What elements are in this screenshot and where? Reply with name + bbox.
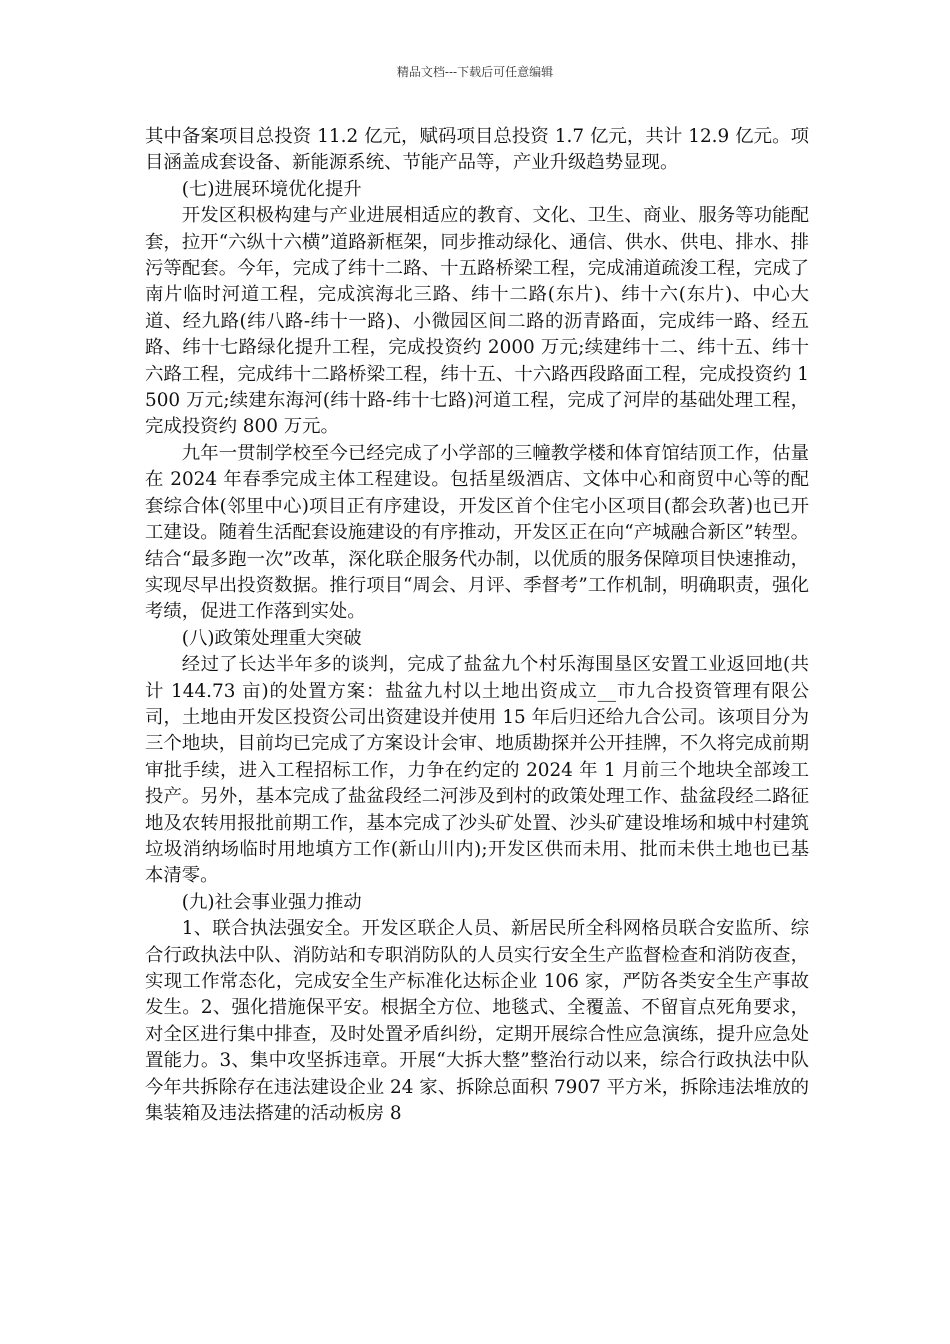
- page-header: 精品文档---下载后可任意编辑: [396, 65, 554, 79]
- section-heading-8: (八)政策处理重大突破: [181, 627, 362, 649]
- paragraph-environment: 开发区积极构建与产业进展相适应的教育、文化、卫生、商业、服务等功能配套，拉开“六纵十六横”道路新框架，同步推动绿化、通信、供水、供电、排水、排污等配套。今年，完成了纬十二路、十五路桥梁工程，完成浦道疏浚工程，完成了南片临时河道工程，完成滨海北三路、纬十二路(东片)、纬十六(东片)、中心大道、经九路(纬八路-纬十一路)、小微园区间二路的沥青路面，完成纬一路、经五路、纬十七路绿化提升工程，完成投资约 2000 万元;续建纬十二、纬十五、纬十六路工程，完成纬十二路桥梁工程，纬十五、十六路西段路面工程，完成投资约 1500 万元;续建东海河(纬十路-纬十七路)河道工程，完成了河岸的基础处理工程，完成投资约 800 万元。: [145, 205, 809, 438]
- paragraph-continued: 其中备案项目总投资 11.2 亿元，赋码项目总投资 1.7 亿元，共计 12.9 亿元。项目涵盖成套设备、新能源系统、节能产品等，产业升级趋势显现。: [145, 126, 809, 174]
- section-heading-9: (九)社会事业强力推动: [181, 891, 362, 913]
- paragraph-policy: 经过了长达半年多的谈判，完成了盐盆九个村乐海围垦区安置工业返回地(共计 144.73 亩)的处置方案：盐盆九村以土地出资成立__市九合投资管理有限公司，土地由开发区投资公司出资建设并使用 15 年后归还给九合公司。该项目分为三个地块，目前均已完成了方案设计会审、地质勘探并公开挂牌，不久将完成前期审批手续，进入工程招标工作，力争在约定的 2024 年 1 月前三个地块全部竣工投产。另外，基本完成了盐盆段经二河涉及到村的政策处理工作、盐盆段经二路征地及农转用报批前期工作，基本完成了沙头矿处置、沙头矿建设堆场和城中村建筑垃圾消纳场临时用地填方工作(新山川内);开发区供而未用、批而未供土地也已基本清零。: [145, 654, 809, 887]
- document-body: [145, 124, 809, 1127]
- section-heading-7: (七)进展环境优化提升: [181, 178, 362, 200]
- paragraph-school: 九年一贯制学校至今已经完成了小学部的三幢教学楼和体育馆结顶工作，估量在 2024 年春季完成主体工程建设。包括星级酒店、文体中心和商贸中心等的配套综合体(邻里中心)项目正有序建设，开发区首个住宅小区项目(都会玖著)也已开工建设。随着生活配套设施建设的有序推动，开发区正在向“产城融合新区”转型。结合“最多跑一次”改革，深化联企服务代办制，以优质的服务保障项目快速推动，实现尽早出投资数据。推行项目“周会、月评、季督考”工作机制，明确职责，强化考绩，促进工作落到实处。: [145, 442, 809, 623]
- paragraph-social: 1、联合执法强安全。开发区联企人员、新居民所全科网格员联合安监所、综合行政执法中队、消防站和专职消防队的人员实行安全生产监督检查和消防夜查，实现工作常态化，完成安全生产标准化达标企业 106 家，严防各类安全生产事故发生。2、强化措施保平安。根据全方位、地毯式、全覆盖、不留盲点死角要求，对全区进行集中排查，及时处置矛盾纠纷，定期开展综合性应急演练，提升应急处置能力。3、集中攻坚拆违章。开展“大拆大整”整治行动以来，综合行政执法中队今年共拆除存在违法建设企业 24 家、拆除总面积 7907 平方米，拆除违法堆放的集装箱及违法搭建的活动板房 8: [145, 918, 809, 1125]
